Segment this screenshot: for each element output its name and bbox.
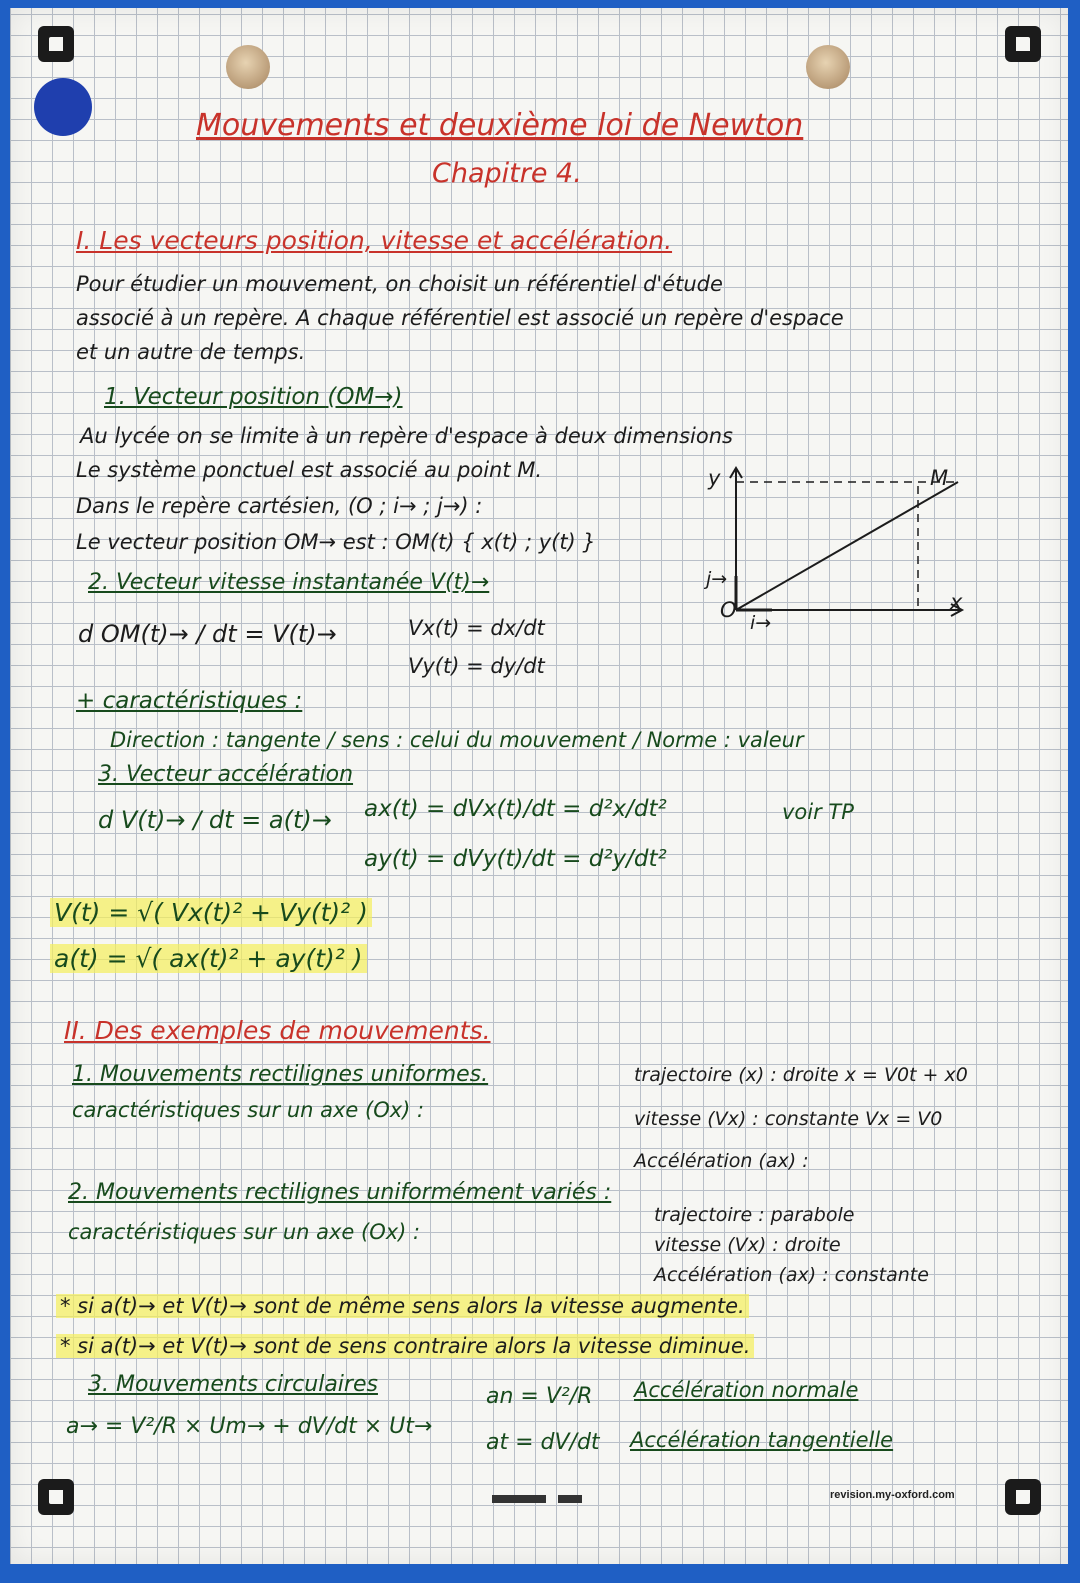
blue-dot-marker (34, 78, 92, 136)
circular-motion-heading: 3. Mouvements circulaires (88, 1372, 378, 1397)
position-vector-line (736, 482, 958, 610)
normal-acceleration-label: Accélération normale (634, 1378, 859, 1402)
speed-norm-highlight: V(t) = √( Vx(t)² + Vy(t)² ) (50, 898, 372, 927)
position-line-2: Le système ponctuel est associé au point M. (76, 458, 543, 482)
speed-norm-formula (50, 898, 372, 927)
acceleration-formula: d V(t)→ / dt = a(t)→ (98, 806, 332, 834)
chapter-label: Chapitre 4. (432, 158, 582, 189)
diagram-o-label: O (720, 598, 737, 622)
circular-formula: a→ = V²/R × Um→ + dV/dt × Ut→ (66, 1414, 433, 1439)
rule-opposite-direction (56, 1334, 754, 1358)
binder-hole-left (226, 45, 270, 89)
acceleration-norm-formula (50, 944, 367, 973)
diagram-m-label: M (930, 466, 949, 490)
section-2-heading: II. Des exemples de mouvements. (64, 1016, 491, 1045)
uniform-acceleration: Accélération (ax) : (634, 1150, 809, 1172)
speed-vx: Vx(t) = dx/dt (408, 616, 545, 640)
varied-speed: vitesse (Vx) : droite (654, 1234, 841, 1256)
position-line-1: Au lycée on se limite à un repère d'espace à deux dimensions (80, 424, 733, 448)
corner-marker-bottom-left (38, 1479, 74, 1515)
vector-speed-heading: 2. Vecteur vitesse instantanée V(t)→ (88, 570, 490, 595)
varied-acceleration: Accélération (ax) : constante (654, 1264, 929, 1286)
diagram-x-label: x (950, 590, 963, 614)
vector-position-heading: 1. Vecteur position (OM→) (104, 384, 403, 410)
tangential-acceleration-label: Accélération tangentielle (630, 1428, 894, 1452)
corner-marker-bottom-right (1005, 1479, 1041, 1515)
intro-line-2: associé à un repère. A chaque référentiel est associé un repère d'espace (76, 306, 844, 330)
speed-formula: d OM(t)→ / dt = V(t)→ (78, 620, 337, 648)
intro-line-3: et un autre de temps. (76, 340, 306, 364)
page-code-bar-1 (492, 1495, 546, 1503)
position-line-4: Le vecteur position OM→ est : OM(t) { x(t) ; y(t) } (76, 530, 596, 554)
varied-motion-line: caractéristiques sur un axe (Ox) : (68, 1220, 421, 1244)
corner-marker-top-right (1005, 26, 1041, 62)
speed-vy: Vy(t) = dy/dt (408, 654, 545, 678)
uniform-trajectory: trajectoire (x) : droite x = V0t + x0 (634, 1064, 968, 1086)
intro-line-1: Pour étudier un mouvement, on choisit un référentiel d'étude (76, 272, 723, 296)
varied-motion-heading: 2. Mouvements rectilignes uniformément variés : (68, 1180, 612, 1205)
characteristics-label: + caractéristiques : (76, 688, 303, 714)
diagram-y-label: y (708, 466, 721, 490)
normal-acceleration-formula: an = V²/R (486, 1384, 593, 1409)
rule-same-direction (56, 1294, 749, 1318)
section-1-heading: I. Les vecteurs position, vitesse et accélération. (76, 226, 673, 255)
see-tp-note: voir TP (782, 800, 854, 824)
tangential-acceleration-formula: at = dV/dt (486, 1430, 600, 1455)
vector-acceleration-heading: 3. Vecteur accélération (98, 762, 354, 787)
acceleration-norm-highlight: a(t) = √( ax(t)² + ay(t)² ) (50, 944, 367, 973)
corner-marker-top-left (38, 26, 74, 62)
acceleration-ay: ay(t) = dVy(t)/dt = d²y/dt² (364, 846, 667, 872)
position-line-3: Dans le repère cartésien, (O ; i→ ; j→) : (76, 494, 483, 518)
page-title: Mouvements et deuxième loi de Newton (196, 108, 804, 143)
diagram-j-label: j→ (706, 568, 728, 590)
rule-opposite-direction-text: * si a(t)→ et V(t)→ sont de sens contraire alors la vitesse diminue. (56, 1334, 754, 1358)
diagram-i-label: i→ (750, 612, 772, 634)
uniform-motion-line: caractéristiques sur un axe (Ox) : (72, 1098, 425, 1122)
acceleration-ax: ax(t) = dVx(t)/dt = d²x/dt² (364, 796, 667, 822)
footer-site: revision.my-oxford.com (830, 1489, 955, 1501)
rule-same-direction-text: * si a(t)→ et V(t)→ sont de même sens alors la vitesse augmente. (56, 1294, 749, 1318)
page-code-bar-2 (558, 1495, 582, 1503)
uniform-speed: vitesse (Vx) : constante Vx = V0 (634, 1108, 943, 1130)
characteristics-text: Direction : tangente / sens : celui du mouvement / Norme : valeur (110, 728, 804, 752)
varied-trajectory: trajectoire : parabole (654, 1204, 855, 1226)
binder-hole-right (806, 45, 850, 89)
uniform-motion-heading: 1. Mouvements rectilignes uniformes. (72, 1062, 489, 1087)
